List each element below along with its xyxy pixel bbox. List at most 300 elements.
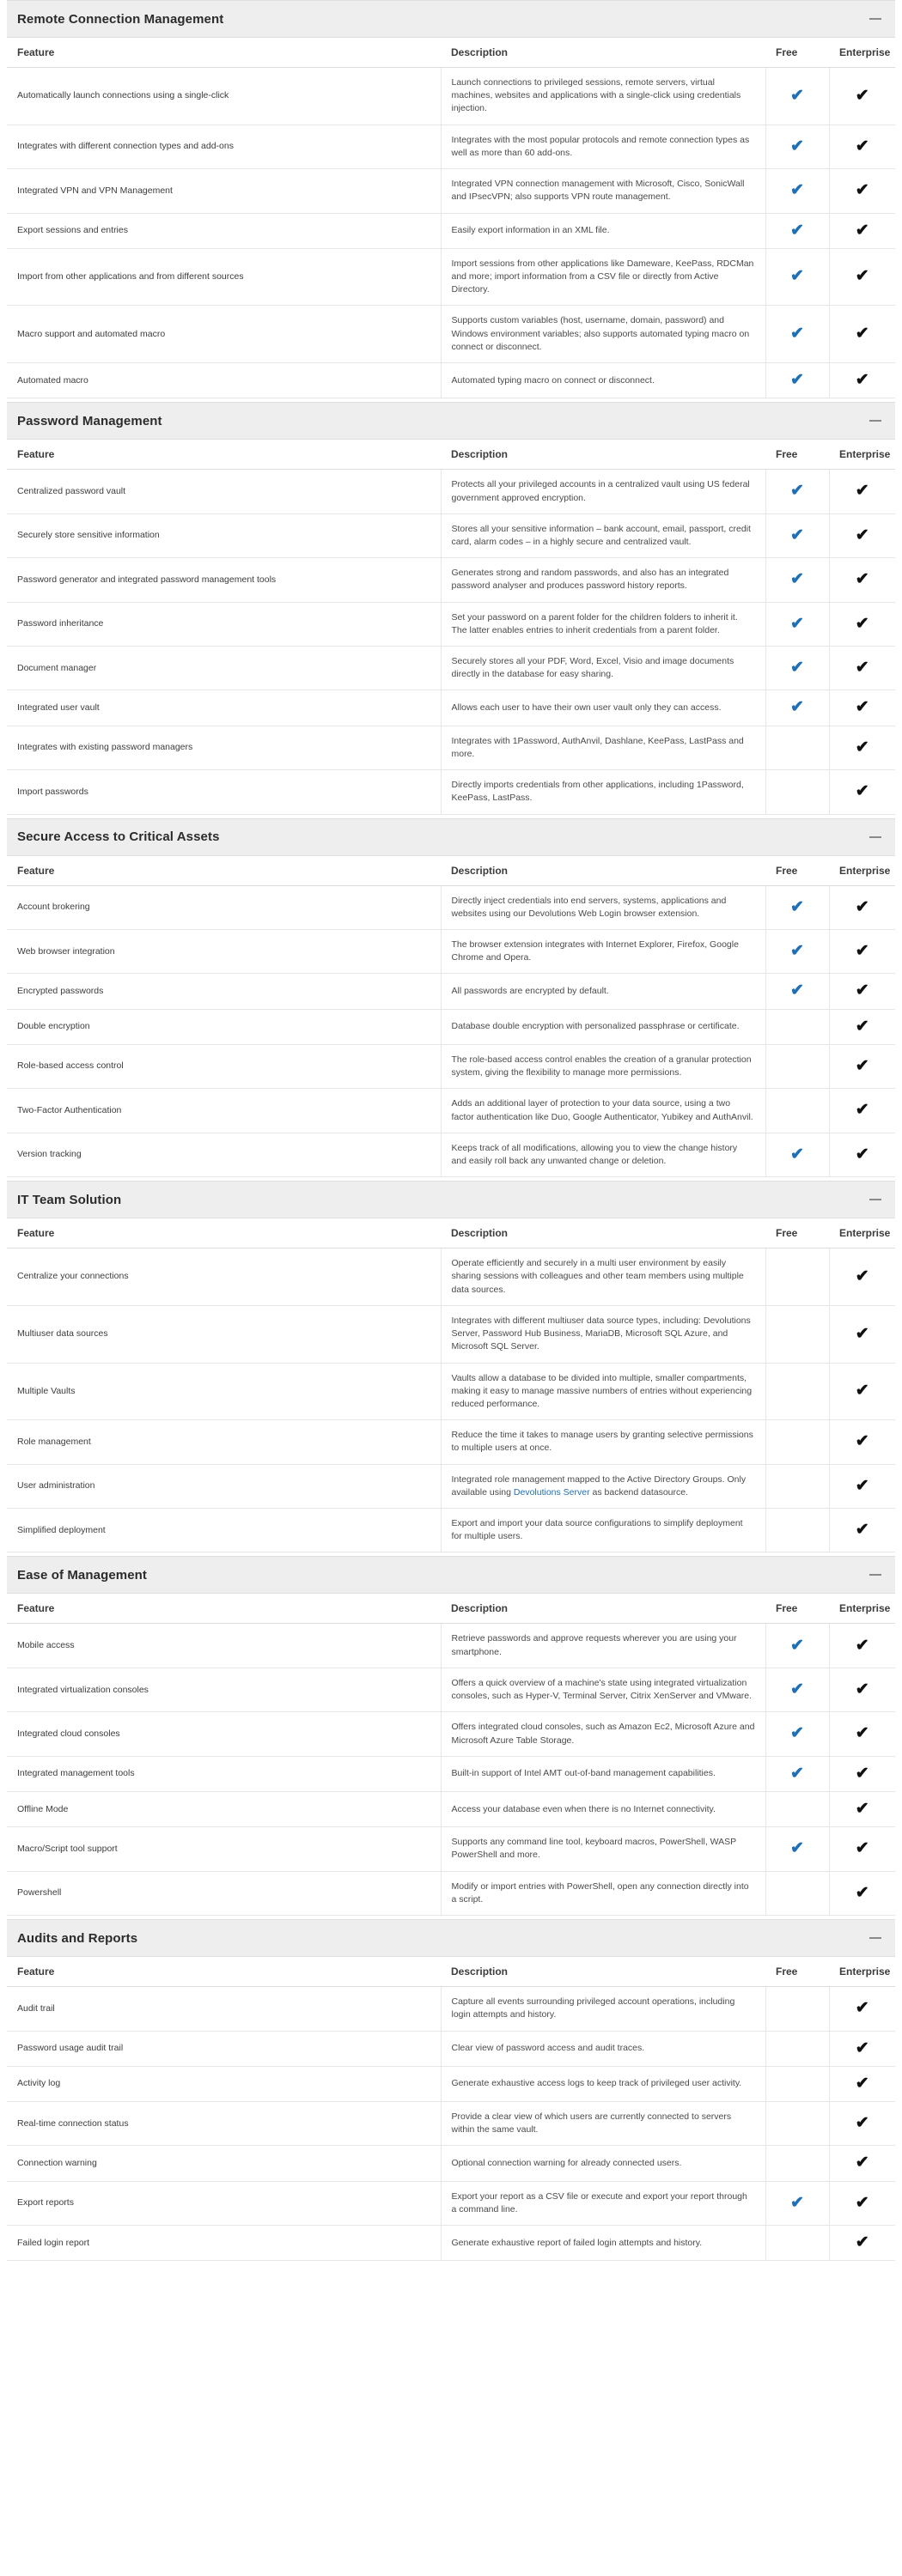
free-availability-cell (765, 1464, 829, 1508)
feature-name: Powershell (7, 1871, 441, 1915)
table-row (7, 1668, 895, 1711)
section-header[interactable] (7, 1919, 895, 1957)
checkmark-icon: ✔ (790, 1636, 804, 1655)
feature-description: Clear view of password access and audit traces. (441, 2031, 765, 2066)
enterprise-availability-cell (829, 1464, 895, 1508)
table-row (7, 770, 895, 814)
checkmark-icon: ✔ (855, 738, 869, 756)
feature-description: Securely stores all your PDF, Word, Excel, Visio and image documents directly in the database for easy sharing. (441, 647, 765, 690)
enterprise-availability-cell (829, 1044, 895, 1088)
checkmark-icon: ✔ (855, 1883, 869, 1902)
enterprise-availability-cell (829, 2031, 895, 2066)
feature-name: Web browser integration (7, 930, 441, 974)
feature-description: Generate exhaustive report of failed login attempts and history. (441, 2226, 765, 2261)
feature-description: Allows each user to have their own user vault only they can access. (441, 690, 765, 726)
feature-section (7, 818, 895, 1178)
feature-description: Integrates with the most popular protocols and remote connection types as well as more than 60 add-ons. (441, 125, 765, 168)
table-header-row (7, 440, 895, 470)
feature-description: Integrates with different multiuser data source types, including: Devolutions Server, Password Hub Business, MariaDB, Microsoft SQL Azure, and Microsoft SQL Server. (441, 1305, 765, 1363)
enterprise-availability-cell (829, 885, 895, 929)
free-availability-cell (765, 1009, 829, 1044)
checkmark-icon: ✔ (790, 325, 804, 343)
table-row (7, 2146, 895, 2181)
table-row (7, 363, 895, 398)
enterprise-availability-cell (829, 1089, 895, 1133)
free-availability-cell (765, 974, 829, 1009)
free-availability-cell (765, 2101, 829, 2145)
table-row (7, 2226, 895, 2261)
enterprise-availability-cell (829, 647, 895, 690)
column-header-enterprise: Enterprise (829, 440, 895, 470)
checkmark-icon: ✔ (855, 86, 869, 105)
feature-name: Password usage audit trail (7, 2031, 441, 2066)
checkmark-icon: ✔ (855, 1056, 869, 1075)
table-row (7, 1712, 895, 1756)
checkmark-icon: ✔ (790, 221, 804, 240)
checkmark-icon: ✔ (855, 1476, 869, 1495)
table-header-row (7, 1218, 895, 1249)
free-availability-cell (765, 1871, 829, 1915)
checkmark-icon: ✔ (790, 526, 804, 544)
feature-name: Integrated VPN and VPN Management (7, 169, 441, 213)
feature-name: Two-Factor Authentication (7, 1089, 441, 1133)
feature-name: Automatically launch connections using a single-click (7, 68, 441, 125)
checkmark-icon: ✔ (855, 897, 869, 916)
checkmark-icon: ✔ (855, 1382, 869, 1400)
feature-name: Multiuser data sources (7, 1305, 441, 1363)
free-availability-cell (765, 1827, 829, 1871)
feature-name: User administration (7, 1464, 441, 1508)
column-header-enterprise: Enterprise (829, 1218, 895, 1249)
checkmark-icon: ✔ (855, 782, 869, 801)
feature-name: Integrated virtualization consoles (7, 1668, 441, 1711)
enterprise-availability-cell (829, 930, 895, 974)
free-availability-cell (765, 1668, 829, 1711)
table-header-row (7, 38, 895, 68)
feature-name: Audit trail (7, 1987, 441, 2031)
feature-name: Automated macro (7, 363, 441, 398)
feature-description: Capture all events surrounding privileged account operations, including login attempts and history. (441, 1987, 765, 2031)
free-availability-cell (765, 306, 829, 363)
free-availability-cell (765, 885, 829, 929)
enterprise-availability-cell (829, 1133, 895, 1176)
table-row (7, 1249, 895, 1306)
feature-description: Provide a clear view of which users are currently connected to servers within the same vault. (441, 2101, 765, 2145)
checkmark-icon: ✔ (790, 371, 804, 390)
checkmark-icon: ✔ (790, 482, 804, 501)
checkmark-icon: ✔ (790, 267, 804, 286)
checkmark-icon: ✔ (790, 1839, 804, 1858)
feature-name: Connection warning (7, 2146, 441, 2181)
feature-table (7, 440, 895, 814)
feature-name: Encrypted passwords (7, 974, 441, 1009)
enterprise-availability-cell (829, 1420, 895, 1464)
free-availability-cell (765, 1712, 829, 1756)
column-header-description: Description (441, 38, 765, 68)
enterprise-availability-cell (829, 1624, 895, 1668)
table-row (7, 2066, 895, 2101)
table-row (7, 513, 895, 557)
feature-name: Integrated cloud consoles (7, 1712, 441, 1756)
feature-name: Role management (7, 1420, 441, 1464)
feature-description: Offers integrated cloud consoles, such as Amazon Ec2, Microsoft Azure and Microsoft Azure Table Storage. (441, 1712, 765, 1756)
checkmark-icon: ✔ (790, 897, 804, 916)
free-availability-cell (765, 470, 829, 513)
feature-description: Export your report as a CSV file or execute and export your report through a command line. (441, 2181, 765, 2225)
feature-description: Directly inject credentials into end servers, systems, applications and websites using our Devolutions Web Login browser extension. (441, 885, 765, 929)
table-row (7, 1089, 895, 1133)
free-availability-cell (765, 2031, 829, 2066)
feature-description: Stores all your sensitive information – bank account, email, passport, credit card, alarm codes – in a highly secure and centralized vault. (441, 513, 765, 557)
feature-name: Export sessions and entries (7, 213, 441, 248)
feature-name: Password generator and integrated password management tools (7, 558, 441, 602)
table-row (7, 1133, 895, 1176)
feature-description: All passwords are encrypted by default. (441, 974, 765, 1009)
checkmark-icon: ✔ (855, 1432, 869, 1451)
table-row (7, 1827, 895, 1871)
column-header-feature: Feature (7, 1594, 441, 1624)
table-header-row (7, 1594, 895, 1624)
free-availability-cell (765, 558, 829, 602)
feature-description: The browser extension integrates with Internet Explorer, Firefox, Google Chrome and Opera. (441, 930, 765, 974)
column-header-enterprise: Enterprise (829, 1957, 895, 1987)
table-row (7, 647, 895, 690)
feature-name: Integrated management tools (7, 1756, 441, 1791)
table-row (7, 1044, 895, 1088)
enterprise-availability-cell (829, 1305, 895, 1363)
column-header-feature: Feature (7, 1218, 441, 1249)
feature-description: The role-based access control enables the creation of a granular protection system, giving the flexibility to manage more permissions. (441, 1044, 765, 1088)
enterprise-availability-cell (829, 1827, 895, 1871)
feature-name: Role-based access control (7, 1044, 441, 1088)
enterprise-availability-cell (829, 1668, 895, 1711)
checkmark-icon: ✔ (790, 1680, 804, 1699)
feature-description: Import sessions from other applications like Dameware, KeePass, RDCMan and more; import information from a CSV file or directly from Active Directory. (441, 248, 765, 306)
feature-description: Offers a quick overview of a machine's state using integrated virtualization consoles, such as Hyper-V, Terminal Server, Citrix XenServer and VMware. (441, 1668, 765, 1711)
checkmark-icon: ✔ (855, 371, 869, 390)
table-row (7, 213, 895, 248)
feature-description: Adds an additional layer of protection to your data source, using a two factor authentication like Duo, Google Authenticator, Yubikey and AuthAnvil. (441, 1089, 765, 1133)
feature-name: Import passwords (7, 770, 441, 814)
feature-description: Export and import your data source configurations to simplify deployment for multiple users. (441, 1509, 765, 1552)
table-row (7, 1756, 895, 1791)
free-availability-cell (765, 770, 829, 814)
enterprise-availability-cell (829, 2066, 895, 2101)
feature-name: Offline Mode (7, 1792, 441, 1827)
enterprise-availability-cell (829, 1509, 895, 1552)
enterprise-availability-cell (829, 2101, 895, 2145)
checkmark-icon: ✔ (855, 1521, 869, 1540)
free-availability-cell (765, 1363, 829, 1420)
checkmark-icon: ✔ (855, 570, 869, 589)
enterprise-availability-cell (829, 213, 895, 248)
table-row (7, 2101, 895, 2145)
feature-name: Macro support and automated macro (7, 306, 441, 363)
checkmark-icon: ✔ (790, 1145, 804, 1163)
checkmark-icon: ✔ (855, 1145, 869, 1163)
free-availability-cell (765, 1509, 829, 1552)
description-link[interactable]: Devolutions Server (513, 1486, 590, 1498)
column-header-description: Description (441, 1594, 765, 1624)
feature-description: Keeps track of all modifications, allowing you to view the change history and easily roll back any unwanted change or deletion. (441, 1133, 765, 1176)
section-title: Password Management (17, 413, 162, 428)
table-row (7, 726, 895, 769)
feature-name: Integrates with different connection types and add-ons (7, 125, 441, 168)
feature-description: Automated typing macro on connect or disconnect. (441, 363, 765, 398)
feature-description: Protects all your privileged accounts in a centralized vault using US federal government approved encryption. (441, 470, 765, 513)
free-availability-cell (765, 930, 829, 974)
checkmark-icon: ✔ (855, 1680, 869, 1699)
checkmark-icon: ✔ (855, 1800, 869, 1818)
feature-description: Optional connection warning for already connected users. (441, 2146, 765, 2181)
checkmark-icon: ✔ (790, 181, 804, 200)
feature-name: Mobile access (7, 1624, 441, 1668)
enterprise-availability-cell (829, 1792, 895, 1827)
feature-name: Securely store sensitive information (7, 513, 441, 557)
section-header[interactable] (7, 1556, 895, 1594)
enterprise-availability-cell (829, 1987, 895, 2031)
table-row (7, 306, 895, 363)
column-header-free: Free (765, 1594, 829, 1624)
feature-name: Failed login report (7, 2226, 441, 2261)
free-availability-cell (765, 363, 829, 398)
checkmark-icon: ✔ (855, 482, 869, 501)
checkmark-icon: ✔ (855, 1724, 869, 1743)
checkmark-icon: ✔ (855, 942, 869, 961)
table-row (7, 169, 895, 213)
enterprise-availability-cell (829, 1712, 895, 1756)
free-availability-cell (765, 1133, 829, 1176)
feature-name: Double encryption (7, 1009, 441, 1044)
table-row (7, 602, 895, 646)
feature-section (7, 402, 895, 814)
feature-section (7, 1919, 895, 2261)
free-availability-cell (765, 248, 829, 306)
column-header-feature: Feature (7, 38, 441, 68)
minus-icon[interactable] (868, 11, 883, 27)
feature-description: Operate efficiently and securely in a multi user environment by easily sharing sessions with colleagues and other team members using multiple data sources. (441, 1249, 765, 1306)
free-availability-cell (765, 2146, 829, 2181)
column-header-free: Free (765, 440, 829, 470)
free-availability-cell (765, 2226, 829, 2261)
free-availability-cell (765, 1089, 829, 1133)
feature-section (7, 1181, 895, 1552)
checkmark-icon: ✔ (855, 2193, 869, 2212)
table-row (7, 1509, 895, 1552)
section-title: Ease of Management (17, 1567, 148, 1583)
checkmark-icon: ✔ (855, 325, 869, 343)
feature-name: Multiple Vaults (7, 1363, 441, 1420)
feature-name: Centralize your connections (7, 1249, 441, 1306)
enterprise-availability-cell (829, 125, 895, 168)
section-header[interactable] (7, 1181, 895, 1218)
enterprise-availability-cell (829, 558, 895, 602)
checkmark-icon: ✔ (790, 942, 804, 961)
column-header-description: Description (441, 1218, 765, 1249)
feature-description: Launch connections to privileged sessions, remote servers, virtual machines, websites and applications with a single-click using credentials injection. (441, 68, 765, 125)
minus-icon[interactable] (868, 1192, 883, 1207)
column-header-free: Free (765, 856, 829, 886)
feature-description: Directly imports credentials from other applications, including 1Password, KeePass, LastPass. (441, 770, 765, 814)
section-header[interactable] (7, 0, 895, 38)
enterprise-availability-cell (829, 1871, 895, 1915)
feature-description: Set your password on a parent folder for the children folders to inherit it. The latter enables entries to inherit credentials from a parent folder. (441, 602, 765, 646)
feature-description: Built-in support of Intel AMT out-of-band management capabilities. (441, 1756, 765, 1791)
table-row (7, 558, 895, 602)
feature-description: Reduce the time it takes to manage users by granting selective permissions to multiple users at once. (441, 1420, 765, 1464)
table-row (7, 1420, 895, 1464)
checkmark-icon: ✔ (855, 1636, 869, 1655)
feature-description: Modify or import entries with PowerShell, open any connection directly into a script. (441, 1871, 765, 1915)
column-header-feature: Feature (7, 1957, 441, 1987)
enterprise-availability-cell (829, 690, 895, 726)
enterprise-availability-cell (829, 1363, 895, 1420)
feature-description: Supports custom variables (host, username, domain, password) and Windows environment variables; also supports automated typing macro on connect or disconnect. (441, 306, 765, 363)
free-availability-cell (765, 726, 829, 769)
table-row (7, 125, 895, 168)
feature-description: Generate exhaustive access logs to keep track of privileged user activity. (441, 2066, 765, 2101)
free-availability-cell (765, 602, 829, 646)
column-header-feature: Feature (7, 856, 441, 886)
table-row (7, 248, 895, 306)
checkmark-icon: ✔ (790, 570, 804, 589)
checkmark-icon: ✔ (855, 1999, 869, 2018)
table-row (7, 1009, 895, 1044)
feature-name: Document manager (7, 647, 441, 690)
checkmark-icon: ✔ (790, 86, 804, 105)
feature-name: Password inheritance (7, 602, 441, 646)
free-availability-cell (765, 169, 829, 213)
feature-name: Activity log (7, 2066, 441, 2101)
checkmark-icon: ✔ (790, 137, 804, 155)
column-header-feature: Feature (7, 440, 441, 470)
free-availability-cell (765, 1249, 829, 1306)
feature-table (7, 856, 895, 1178)
enterprise-availability-cell (829, 2146, 895, 2181)
feature-description: Access your database even when there is no Internet connectivity. (441, 1792, 765, 1827)
enterprise-availability-cell (829, 2181, 895, 2225)
feature-name: Export reports (7, 2181, 441, 2225)
enterprise-availability-cell (829, 2226, 895, 2261)
enterprise-availability-cell (829, 1249, 895, 1306)
table-row (7, 68, 895, 125)
minus-icon[interactable] (868, 1930, 883, 1946)
free-availability-cell (765, 513, 829, 557)
table-row (7, 1464, 895, 1508)
section-title: Secure Access to Critical Assets (17, 829, 220, 845)
checkmark-icon: ✔ (855, 137, 869, 155)
feature-description: Vaults allow a database to be divided into multiple, smaller compartments, making it easy to manage massive numbers of entries without experiencing reduced performance. (441, 1363, 765, 1420)
enterprise-availability-cell (829, 169, 895, 213)
feature-name: Simplified deployment (7, 1509, 441, 1552)
column-header-description: Description (441, 440, 765, 470)
table-row (7, 1624, 895, 1668)
feature-description: Database double encryption with personalized passphrase or certificate. (441, 1009, 765, 1044)
section-title: IT Team Solution (17, 1192, 122, 1207)
checkmark-icon: ✔ (855, 659, 869, 677)
column-header-description: Description (441, 856, 765, 886)
table-row (7, 690, 895, 726)
free-availability-cell (765, 1624, 829, 1668)
column-header-free: Free (765, 1218, 829, 1249)
column-header-description: Description (441, 1957, 765, 1987)
free-availability-cell (765, 1305, 829, 1363)
checkmark-icon: ✔ (790, 981, 804, 1000)
free-availability-cell (765, 1792, 829, 1827)
checkmark-icon: ✔ (855, 1764, 869, 1783)
checkmark-icon: ✔ (790, 659, 804, 677)
table-row (7, 470, 895, 513)
enterprise-availability-cell (829, 306, 895, 363)
checkmark-icon: ✔ (855, 267, 869, 286)
column-header-enterprise: Enterprise (829, 1594, 895, 1624)
feature-name: Import from other applications and from different sources (7, 248, 441, 306)
minus-icon[interactable] (868, 1567, 883, 1583)
feature-table (7, 1957, 895, 2261)
enterprise-availability-cell (829, 726, 895, 769)
checkmark-icon: ✔ (790, 698, 804, 717)
enterprise-availability-cell (829, 68, 895, 125)
feature-description: Generates strong and random passwords, and also has an integrated password analyser and produces password history reports. (441, 558, 765, 602)
checkmark-icon: ✔ (855, 2114, 869, 2133)
feature-section (7, 0, 895, 398)
checkmark-icon: ✔ (790, 1724, 804, 1743)
section-header[interactable] (7, 818, 895, 856)
feature-name: Real-time connection status (7, 2101, 441, 2145)
table-row (7, 1363, 895, 1420)
checkmark-icon: ✔ (790, 1764, 804, 1783)
feature-table (7, 1594, 895, 1916)
checkmark-icon: ✔ (790, 614, 804, 633)
section-title: Audits and Reports (17, 1930, 138, 1946)
feature-table (7, 1218, 895, 1552)
minus-icon[interactable] (868, 413, 883, 428)
feature-description: Integrates with 1Password, AuthAnvil, Dashlane, KeePass, LastPass and more. (441, 726, 765, 769)
feature-name: Macro/Script tool support (7, 1827, 441, 1871)
enterprise-availability-cell (829, 248, 895, 306)
enterprise-availability-cell (829, 513, 895, 557)
feature-name: Version tracking (7, 1133, 441, 1176)
checkmark-icon: ✔ (855, 1324, 869, 1343)
feature-description: Retrieve passwords and approve requests wherever you are using your smartphone. (441, 1624, 765, 1668)
minus-icon[interactable] (868, 829, 883, 845)
feature-description: Supports any command line tool, keyboard macros, PowerShell, WASP PowerShell and more. (441, 1827, 765, 1871)
feature-table (7, 38, 895, 398)
table-row (7, 885, 895, 929)
enterprise-availability-cell (829, 770, 895, 814)
column-header-enterprise: Enterprise (829, 856, 895, 886)
enterprise-availability-cell (829, 1009, 895, 1044)
feature-description: Easily export information in an XML file. (441, 213, 765, 248)
free-availability-cell (765, 2066, 829, 2101)
checkmark-icon: ✔ (855, 2154, 869, 2172)
feature-description: Integrated role management mapped to the Active Directory Groups. Only available using Devolutions Server as backend datasource. (441, 1464, 765, 1508)
table-row (7, 1305, 895, 1363)
enterprise-availability-cell (829, 363, 895, 398)
column-header-enterprise: Enterprise (829, 38, 895, 68)
free-availability-cell (765, 2181, 829, 2225)
feature-description: Integrated VPN connection management with Microsoft, Cisco, SonicWall and IPsecVPN; also supports VPN route management. (441, 169, 765, 213)
checkmark-icon: ✔ (855, 2233, 869, 2252)
enterprise-availability-cell (829, 602, 895, 646)
enterprise-availability-cell (829, 974, 895, 1009)
section-header[interactable] (7, 402, 895, 440)
free-availability-cell (765, 1756, 829, 1791)
free-availability-cell (765, 1420, 829, 1464)
checkmark-icon: ✔ (855, 221, 869, 240)
checkmark-icon: ✔ (855, 614, 869, 633)
column-header-free: Free (765, 38, 829, 68)
